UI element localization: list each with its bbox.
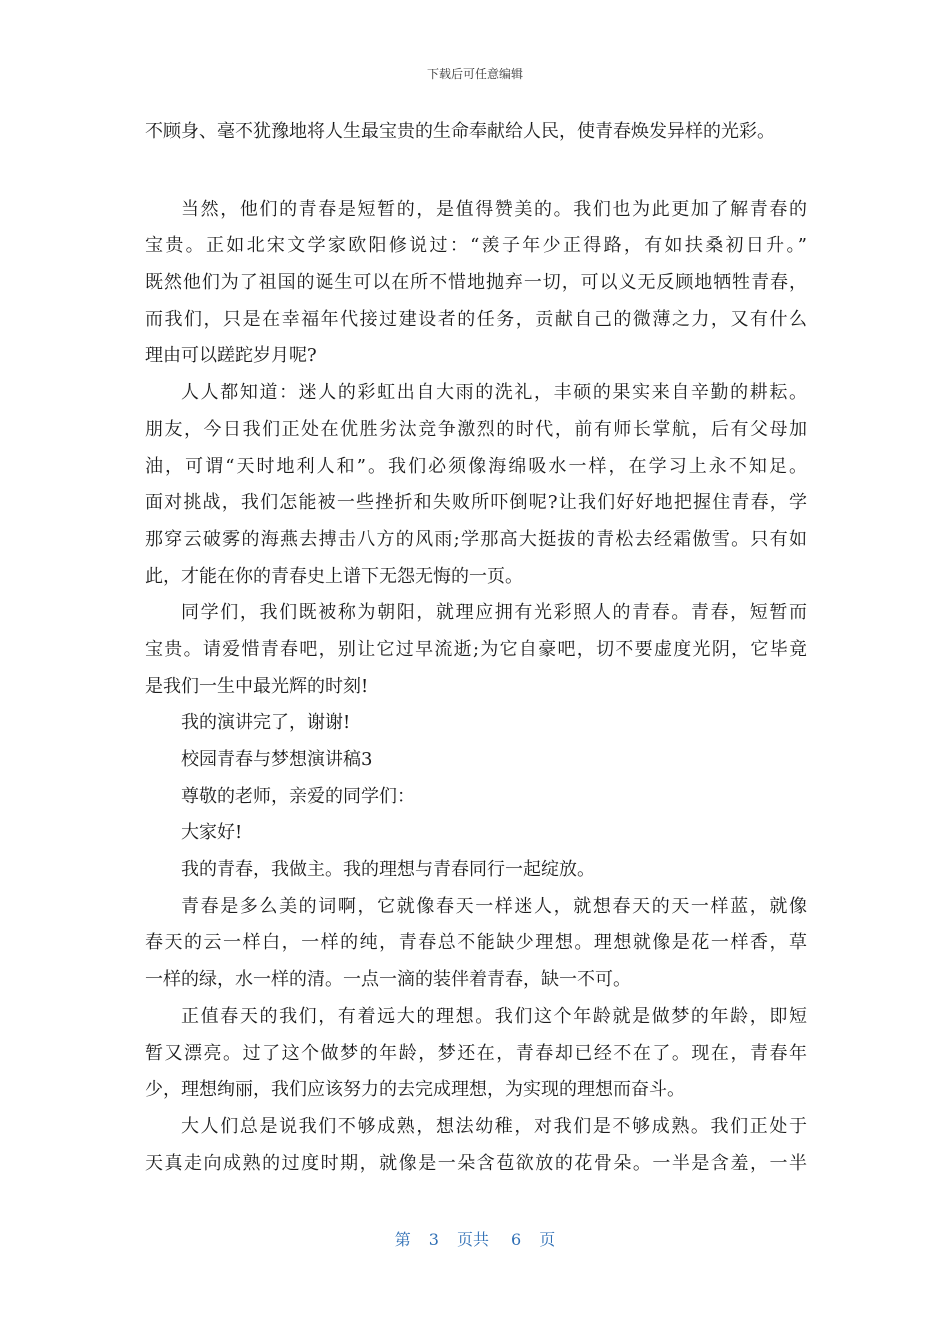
- text-line: 不顾身、毫不犹豫地将人生最宝贵的生命奉献给人民，使青春焕发异样的光彩。: [145, 121, 775, 142]
- paragraph: [145, 595, 807, 705]
- text-line: 当然，他们的青春是短暂的，是值得赞美的。我们也为此更加了解青春的: [181, 198, 807, 220]
- text-line: 我的演讲完了，谢谢!: [181, 712, 351, 734]
- paragraph: [145, 375, 807, 595]
- text-line: 朋友，今日我们正处在优胜劣汰竞争激烈的时代，前有师长掌航，后有父母加: [145, 418, 807, 440]
- text-line: 面对挑战，我们怎能被一些挫折和失败所吓倒呢?让我们好好地把握住青春，学: [145, 492, 807, 514]
- text-line: 少，理想绚丽，我们应该努力的去完成理想，为实现的理想而奋斗。: [145, 1079, 685, 1101]
- text-line: 而我们，只是在幸福年代接过建设者的任务，贡献自己的微薄之力，又有什么: [145, 308, 807, 330]
- footer-prefix: 第: [394, 1230, 411, 1249]
- paragraph: [145, 852, 807, 889]
- text-line: 暂又漂亮。过了这个做梦的年龄，梦还在，青春却已经不在了。现在，青春年: [145, 1042, 807, 1064]
- page-footer: [0, 1230, 950, 1250]
- text-line: 是我们一生中最光辉的时刻!: [145, 675, 369, 697]
- text-line: 既然他们为了祖国的诞生可以在所不惜地抛弃一切，可以义无反顾地牺牲青春，: [145, 272, 807, 294]
- paragraph: [145, 1109, 807, 1182]
- footer-total-pages: 6: [511, 1230, 522, 1249]
- text-line: 青春是多么美的词啊，它就像春天一样迷人，就想春天的天一样蓝，就像: [181, 895, 807, 917]
- text-line: 宝贵。请爱惜青春吧，别让它过早流逝;为它自豪吧，切不要虚度光阴，它毕竟: [145, 638, 807, 660]
- text-line: 人人都知道：迷人的彩虹出自大雨的洗礼，丰硕的果实来自辛勤的耕耘。: [181, 382, 807, 404]
- text-line: 理由可以蹉跎岁月呢?: [145, 345, 317, 367]
- text-line: 天真走向成熟的过度时期，就像是一朵含苞欲放的花骨朵。一半是含羞，一半: [145, 1152, 807, 1174]
- text-line: 大人们总是说我们不够成熟，想法幼稚，对我们是不够成熟。我们正处于: [181, 1115, 807, 1137]
- paragraph: [145, 705, 807, 742]
- footer-current-page: 3: [428, 1230, 439, 1249]
- paragraph: [145, 192, 807, 375]
- text-line: 正值春天的我们，有着远大的理想。我们这个年龄就是做梦的年龄，即短: [181, 1005, 807, 1027]
- text-line: 一样的绿，水一样的清。一点一滴的装伴着青春，缺一不可。: [145, 969, 631, 991]
- paragraph-gap: [145, 151, 807, 192]
- footer-middle: 页共: [456, 1230, 489, 1249]
- text-line: 油，可谓“天时地利人和”。我们必须像海绵吸水一样，在学习上永不知足。: [145, 455, 807, 477]
- page-header: 下载后可任意编辑: [426, 67, 523, 81]
- text-line: 此，才能在你的青春史上谱下无怨无悔的一页。: [145, 565, 523, 587]
- text-line: 那穿云破雾的海燕去搏击八方的风雨;学那高大挺拔的青松去经霜傲雪。只有如: [145, 528, 807, 550]
- paragraph: [145, 742, 807, 779]
- text-line: 春天的云一样白，一样的纯，青春总不能缺少理想。理想就像是花一样香，草: [145, 932, 807, 954]
- paragraph: [145, 815, 807, 852]
- text-line: 我的青春，我做主。我的理想与青春同行一起绽放。: [181, 859, 595, 881]
- paragraph: [145, 999, 807, 1109]
- text-line: 大家好!: [181, 822, 243, 844]
- document-body: [145, 114, 807, 1182]
- text-line: 尊敬的老师，亲爱的同学们：: [181, 785, 415, 807]
- paragraph: [145, 889, 807, 999]
- paragraph: [145, 114, 807, 151]
- text-line: 宝贵。正如北宋文学家欧阳修说过：“羡子年少正得路，有如扶桑初日升。”: [145, 235, 807, 257]
- paragraph: [145, 779, 807, 816]
- text-line: 同学们，我们既被称为朝阳，就理应拥有光彩照人的青春。青春，短暂而: [181, 602, 807, 624]
- text-line: 校园青春与梦想演讲稿3: [181, 749, 373, 770]
- footer-suffix: 页: [539, 1230, 556, 1249]
